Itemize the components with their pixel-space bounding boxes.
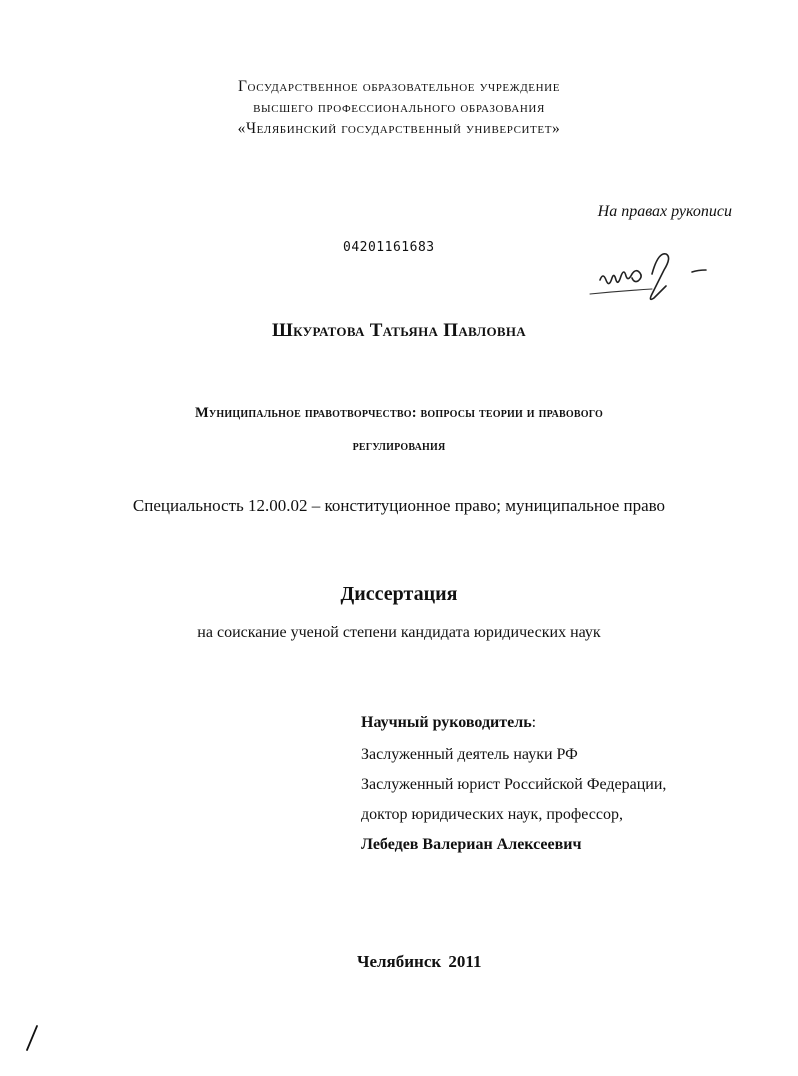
document-type: Диссертация — [340, 583, 458, 605]
author-name: Шкуратова Татьяна Павловна — [272, 320, 526, 341]
title-line: Муниципальное правотворчество: вопросы теории и правового — [194, 405, 604, 421]
advisor-title-line: Заслуженный деятель науки РФ — [361, 746, 578, 763]
handwritten-signature-icon — [586, 244, 716, 306]
advisor-name: Лебедев Валериан Алексеевич — [361, 836, 582, 853]
advisor-heading — [361, 714, 536, 732]
rights-note: На правах рукописи — [597, 203, 732, 220]
advisor-heading-colon: : — [531, 714, 537, 731]
document-number: 04201161683 — [343, 240, 435, 255]
city-year: Челябинск 2011 — [357, 952, 482, 971]
institution-line: Государственное образовательное учреждение — [237, 78, 561, 95]
pen-stroke-mark-icon — [22, 1024, 42, 1052]
advisor-title-line: Заслуженный юрист Российской Федерации, — [361, 776, 667, 793]
title-line: регулирования — [352, 438, 446, 454]
degree-description: на соискание ученой степени кандидата юридических наук — [197, 624, 601, 641]
advisor-heading-label: Научный руководитель — [361, 714, 532, 731]
specialty: Специальность 12.00.02 – конституционное право; муниципальное право — [132, 496, 666, 515]
institution-line: «Челябинский государственный университет» — [237, 120, 561, 137]
institution-line: высшего профессионального образования — [253, 99, 545, 116]
advisor-title-line: доктор юридических наук, профессор, — [361, 806, 623, 823]
